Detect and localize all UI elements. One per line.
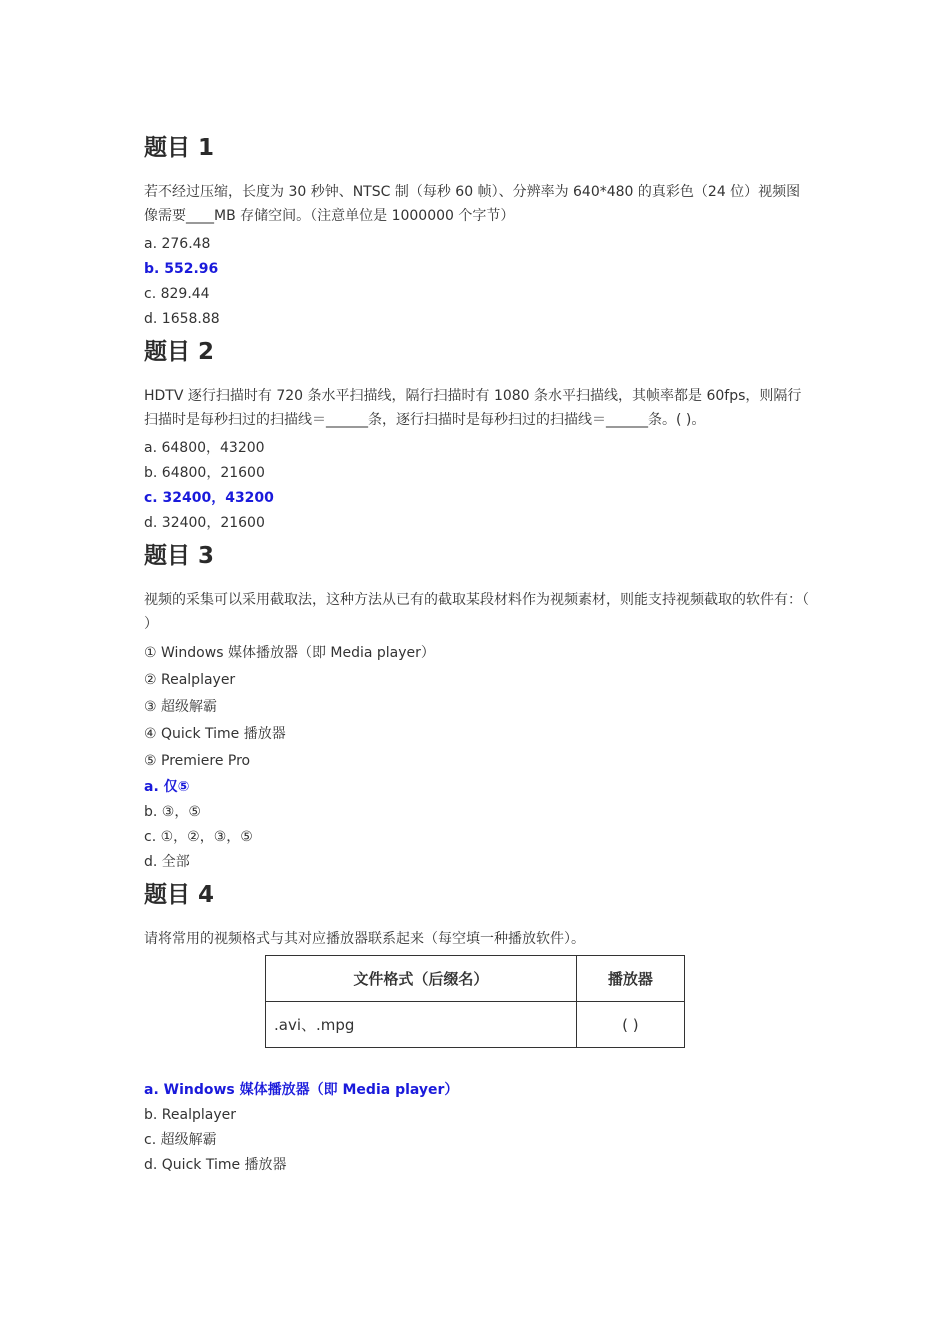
question-stem: HDTV 逐行扫描时有 720 条水平扫描线，隔行扫描时有 1080 条水平扫描线，其帧率都是 60fps，则隔行扫描时是每秒扫过的扫描线＝______条，逐行扫描时是每秒扫过的扫描线＝______条。( )。 xyxy=(144,388,802,428)
table-row xyxy=(266,1002,685,1048)
option-c-correct[interactable]: c. 32400，43200 xyxy=(144,490,274,506)
question-title: 题目 1 xyxy=(144,135,215,161)
question-title: 题目 4 xyxy=(144,882,215,908)
table-header-row xyxy=(266,956,685,1002)
table-header-player: 播放器 xyxy=(576,956,684,1002)
option-d[interactable]: d. 1658.88 xyxy=(144,311,220,327)
table-cell-format: .avi、.mpg xyxy=(266,1002,577,1048)
option-a[interactable]: a. 276.48 xyxy=(144,236,211,252)
question-title: 题目 2 xyxy=(144,339,215,365)
option-b[interactable]: b. Realplayer xyxy=(144,1107,236,1123)
question-2 xyxy=(144,332,814,536)
table-cell-player-blank[interactable]: ( ) xyxy=(576,1002,684,1048)
question-1 xyxy=(144,128,814,332)
software-item-1: ① Windows 媒体播放器（即 Media player） xyxy=(144,645,435,661)
option-c[interactable]: c. 超级解霸 xyxy=(144,1132,217,1148)
question-stem: 视频的采集可以采用截取法，这种方法从已有的截取某段材料作为视频素材，则能支持视频截取的软件有：（ ） xyxy=(144,592,809,632)
option-d[interactable]: d. 全部 xyxy=(144,854,190,870)
software-item-3: ③ 超级解霸 xyxy=(144,699,218,715)
question-4 xyxy=(144,875,814,1178)
option-a[interactable]: a. 64800，43200 xyxy=(144,440,265,456)
format-player-table xyxy=(265,955,685,1048)
option-b-correct[interactable]: b. 552.96 xyxy=(144,261,219,277)
question-stem: 若不经过压缩，长度为 30 秒钟、NTSC 制（每秒 60 帧）、分辨率为 640*480 的真彩色（24 位）视频图像需要____MB 存储空间。（注意单位是 1000000 个字节） xyxy=(144,184,801,224)
software-item-5: ⑤ Premiere Pro xyxy=(144,753,251,769)
option-a-correct[interactable]: a. 仅⑤ xyxy=(144,779,190,795)
quiz-page xyxy=(144,128,814,1178)
software-item-4: ④ Quick Time 播放器 xyxy=(144,726,286,742)
option-d[interactable]: d. Quick Time 播放器 xyxy=(144,1157,287,1173)
question-stem: 请将常用的视频格式与其对应播放器联系起来（每空填一种播放软件）。 xyxy=(144,931,585,947)
option-b[interactable]: b. ③，⑤ xyxy=(144,804,201,820)
option-a-correct[interactable]: a. Windows 媒体播放器（即 Media player） xyxy=(144,1082,459,1098)
option-b[interactable]: b. 64800，21600 xyxy=(144,465,265,481)
option-c[interactable]: c. ①，②，③，⑤ xyxy=(144,829,253,845)
table-header-format: 文件格式（后缀名） xyxy=(266,956,577,1002)
option-c[interactable]: c. 829.44 xyxy=(144,286,210,302)
option-d[interactable]: d. 32400，21600 xyxy=(144,515,265,531)
question-title: 题目 3 xyxy=(144,543,215,569)
question-3 xyxy=(144,536,814,875)
software-item-2: ② Realplayer xyxy=(144,672,236,688)
spacer xyxy=(144,1048,814,1078)
